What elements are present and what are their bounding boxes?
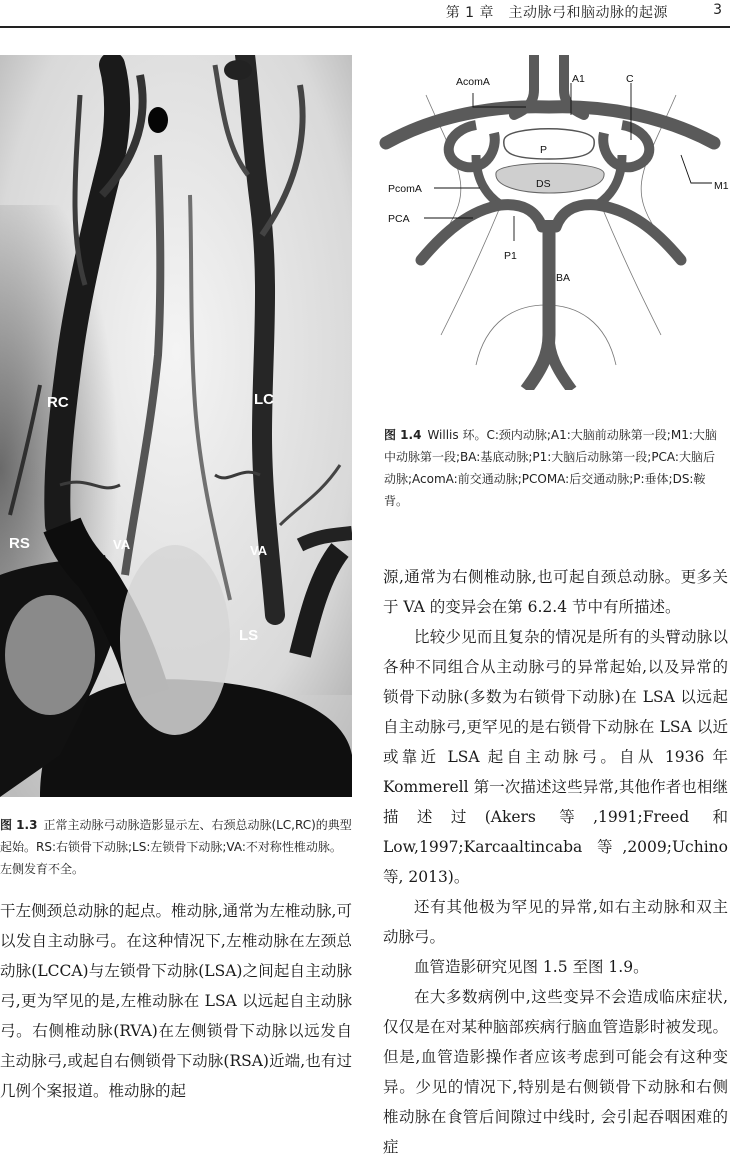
figure-1-4-number: 图 1.4: [384, 428, 422, 442]
left-column-text: [0, 896, 352, 1106]
label-a1: A1: [572, 73, 585, 85]
label-lc: LC: [254, 391, 274, 408]
paragraph: 血管造影研究见图 1.5 至图 1.9。: [414, 958, 649, 976]
label-pcoma: PcomA: [388, 183, 422, 195]
paragraph: 源,通常为右侧椎动脉,也可起自颈总动脉。更多关于 VA 的变异会在第 6.2.4 节中有所描述。: [383, 568, 728, 616]
figure-1-3-number: 图 1.3: [0, 818, 38, 832]
label-ds: DS: [536, 178, 551, 190]
label-m1: M1: [714, 180, 729, 192]
label-rs: RS: [9, 535, 30, 552]
paragraph: 比较少见而且复杂的情况是所有的头臂动脉以各种不同组合从主动脉弓的异常起始,以及异常的锁骨下动脉(多数为右锁骨下动脉)在 LSA 以远起自主动脉弓,更罕见的是右锁骨下动脉在 LSA 以近或靠近 LSA 起自主动脉弓。自从 1936 年 Kommerell 第一次描述这些异常,其他作者也相继描述过(Akers 等,1991;Freed 和 Low,1997;Karcaaltincaba 等,2009;Uchino 等, 2013)。: [383, 628, 728, 886]
header-rule: [0, 26, 730, 28]
right-column-text: [383, 562, 728, 1162]
label-va-right: VA: [250, 543, 268, 558]
figure-1-4-caption: [384, 424, 726, 512]
willis-circle-diagram: [376, 55, 730, 390]
figure-1-3-caption-text: 正常主动脉弓动脉造影显示左、右颈总动脉(LC,RC)的典型起始。RS:右锁骨下动脉;LS:左锁骨下动脉;VA:不对称性椎动脉。左侧发育不全。: [0, 818, 352, 876]
paragraph: 在大多数病例中,这些变异不会造成临床症状,仅仅是在对某种脑部疾病行脑血管造影时被发现。但是,血管造影操作者应该考虑到可能会有这种变异。少见的情况下,特别是右侧锁骨下动脉和右侧椎动脉在食管后间隙过中线时, 会引起吞咽困难的症: [383, 988, 728, 1156]
label-c: C: [626, 73, 634, 85]
label-acoma: AcomA: [456, 76, 490, 88]
angiogram-figure: [0, 55, 352, 797]
figure-1-3-caption: [0, 814, 352, 880]
figure-1-4-caption-text: Willis 环。C:颈内动脉;A1:大脑前动脉第一段;M1:大脑中动脉第一段;BA:基底动脉;P1:大脑后动脉第一段;PCA:大脑后动脉;AcomA:前交通动脉;PCOMA:后交通动脉;P:垂体;DS:鞍背。: [384, 428, 717, 508]
label-pca: PCA: [388, 213, 410, 225]
paragraph: 干左侧颈总动脉的起点。椎动脉,通常为左椎动脉,可以发自主动脉弓。在这种情况下,左椎动脉在左颈总动脉(LCCA)与左锁骨下动脉(LSA)之间起自主动脉弓,更为罕见的是,左椎动脉在 LSA 以远起自主动脉弓。右侧椎动脉(RVA)在左侧锁骨下动脉以远发自主动脉弓,或起自右侧锁骨下动脉(RSA)近端,也有过几例个案报道。椎动脉的起: [0, 902, 352, 1100]
label-va-left: VA: [113, 537, 131, 552]
label-rc: RC: [47, 394, 69, 411]
paragraph: 还有其他极为罕见的异常,如右主动脉和双主动脉弓。: [383, 898, 728, 946]
label-p: P: [540, 144, 548, 156]
page-number: 3: [713, 2, 722, 18]
page-header: [0, 0, 730, 30]
label-ls: LS: [239, 627, 259, 644]
label-p1: P1: [504, 250, 517, 262]
label-ba: BA: [556, 272, 571, 284]
chapter-title: 第 1 章 主动脉弓和脑动脉的起源: [445, 5, 668, 21]
